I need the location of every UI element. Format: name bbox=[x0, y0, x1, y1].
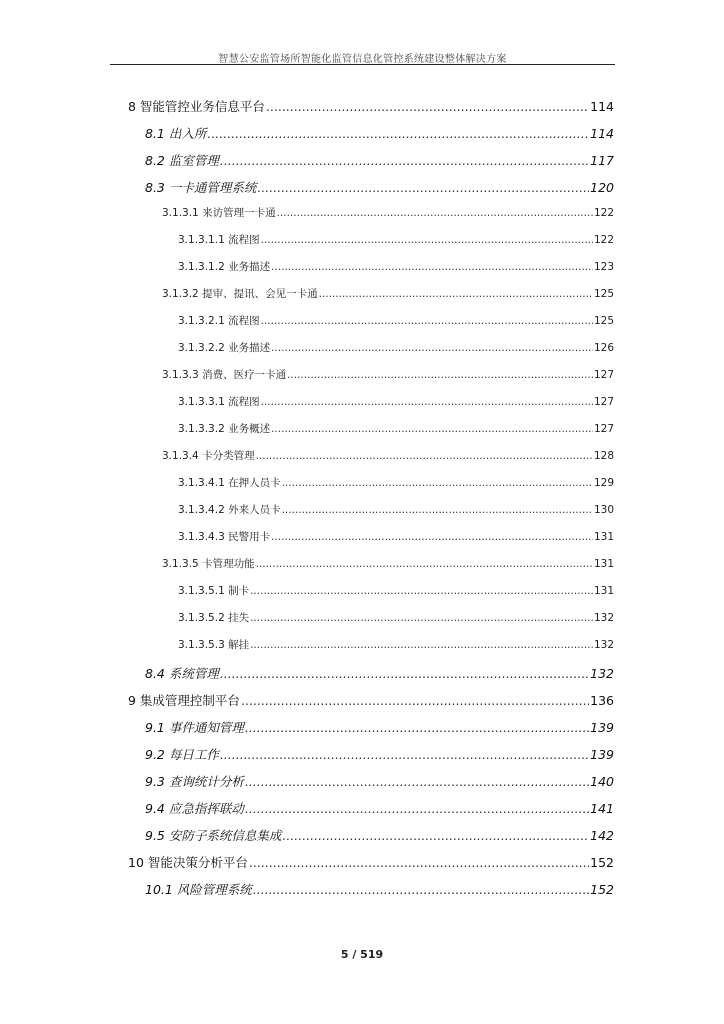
toc-entry-title: 3.1.3.5.2 挂失 bbox=[178, 612, 250, 624]
toc-entry-title: 9.2 每日工作 bbox=[145, 747, 219, 762]
toc-entry[interactable] bbox=[178, 475, 614, 490]
toc-entry-title: 3.1.3.3.1 流程图 bbox=[178, 396, 260, 408]
toc-entry-page: 130 bbox=[593, 504, 614, 516]
toc-entry-page: 139 bbox=[590, 747, 614, 762]
toc-entry-title: 9 集成管理控制平台 bbox=[128, 693, 240, 708]
toc-entry-title: 10.1 风险管理系统 bbox=[145, 882, 252, 897]
dot-leader bbox=[249, 855, 589, 870]
dot-leader bbox=[282, 504, 593, 516]
toc-entry[interactable] bbox=[145, 124, 614, 142]
toc-entry-title: 3.1.3.2.1 流程图 bbox=[178, 315, 260, 327]
toc-entry[interactable] bbox=[178, 232, 614, 247]
toc-entry-title: 3.1.3.3.2 业务概述 bbox=[178, 423, 271, 435]
toc-entry-title: 3.1.3.1.2 业务描述 bbox=[178, 261, 271, 273]
toc-entry[interactable] bbox=[128, 853, 614, 871]
toc-entry-title: 8.3 一卡通管理系统 bbox=[145, 180, 257, 195]
dot-leader bbox=[250, 612, 593, 624]
toc-entry-page: 131 bbox=[593, 558, 614, 570]
dot-leader bbox=[282, 477, 593, 489]
toc-entry-page: 125 bbox=[593, 315, 614, 327]
toc-entry-page: 127 bbox=[593, 396, 614, 408]
toc-entry[interactable] bbox=[145, 826, 614, 844]
dot-leader bbox=[261, 315, 593, 327]
toc-entry[interactable] bbox=[162, 556, 614, 571]
toc-entry-title: 3.1.3.4.2 外来人员卡 bbox=[178, 504, 281, 516]
toc-entry-page: 114 bbox=[590, 126, 614, 141]
dot-leader bbox=[266, 99, 589, 114]
toc-entry[interactable] bbox=[145, 745, 614, 763]
dot-leader bbox=[261, 396, 593, 408]
toc-entry-title: 8.4 系统管理 bbox=[145, 666, 219, 681]
toc-entry[interactable] bbox=[162, 286, 614, 301]
toc-entry[interactable] bbox=[178, 583, 614, 598]
toc-entry-page: 126 bbox=[593, 342, 614, 354]
dot-leader bbox=[207, 126, 589, 141]
toc-entry[interactable] bbox=[178, 610, 614, 625]
toc-entry-title: 3.1.3.1.1 流程图 bbox=[178, 234, 260, 246]
dot-leader bbox=[220, 747, 589, 762]
dot-leader bbox=[282, 828, 589, 843]
toc-entry-page: 117 bbox=[590, 153, 614, 168]
toc-entry-page: 152 bbox=[590, 882, 614, 897]
toc-entry-page: 141 bbox=[590, 801, 614, 816]
dot-leader bbox=[220, 153, 589, 168]
toc-entry[interactable] bbox=[162, 205, 614, 220]
toc-entry-title: 3.1.3.3 消费、医疗一卡通 bbox=[162, 369, 287, 381]
toc-entry[interactable] bbox=[178, 313, 614, 328]
dot-leader bbox=[245, 801, 589, 816]
toc-entry-title: 8.2 监室管理 bbox=[145, 153, 219, 168]
dot-leader bbox=[256, 558, 593, 570]
toc-entry-page: 123 bbox=[593, 261, 614, 273]
toc-entry-page: 136 bbox=[590, 693, 614, 708]
toc-entry-page: 131 bbox=[593, 531, 614, 543]
toc-entry[interactable] bbox=[178, 340, 614, 355]
dot-leader bbox=[241, 693, 589, 708]
header-divider bbox=[110, 64, 615, 65]
toc-entry[interactable] bbox=[162, 367, 614, 382]
toc-entry-title: 9.1 事件通知管理 bbox=[145, 720, 244, 735]
toc-entry-page: 114 bbox=[590, 99, 614, 114]
dot-leader bbox=[271, 423, 593, 435]
toc-entry[interactable] bbox=[145, 799, 614, 817]
toc-entry[interactable] bbox=[178, 502, 614, 517]
toc-entry-title: 3.1.3.5 卡管理功能 bbox=[162, 558, 255, 570]
toc-entry-title: 3.1.3.1 来访管理一卡通 bbox=[162, 207, 276, 219]
dot-leader bbox=[250, 585, 593, 597]
page-header: 智慧公安监管场所智能化监管信息化管控系统建设整体解决方案 bbox=[218, 54, 507, 65]
toc-entry-page: 129 bbox=[593, 477, 614, 489]
toc-entry-title: 3.1.3.5.3 解挂 bbox=[178, 639, 250, 651]
toc-entry-title: 3.1.3.4.3 民警用卡 bbox=[178, 531, 271, 543]
toc-entry-page: 122 bbox=[593, 207, 614, 219]
toc-entry-page: 131 bbox=[593, 585, 614, 597]
toc-entry-page: 127 bbox=[593, 369, 614, 381]
toc-entry[interactable] bbox=[145, 151, 614, 169]
toc-entry-page: 139 bbox=[590, 720, 614, 735]
toc-entry-page: 127 bbox=[593, 423, 614, 435]
dot-leader bbox=[261, 234, 593, 246]
toc-entry-title: 3.1.3.4 卡分类管理 bbox=[162, 450, 255, 462]
toc-entry-title: 8 智能管控业务信息平台 bbox=[128, 99, 265, 114]
toc-entry-title: 8.1 出入所 bbox=[145, 126, 207, 141]
toc-entry[interactable] bbox=[145, 718, 614, 736]
dot-leader bbox=[220, 666, 589, 681]
toc-entry-page: 140 bbox=[590, 774, 614, 789]
toc-entry-title: 3.1.3.2 提审、提讯、会见一卡通 bbox=[162, 288, 318, 300]
toc-entry-page: 122 bbox=[593, 234, 614, 246]
toc-entry[interactable] bbox=[162, 448, 614, 463]
toc-entry-title: 10 智能决策分析平台 bbox=[128, 855, 248, 870]
toc-entry-page: 142 bbox=[590, 828, 614, 843]
dot-leader bbox=[250, 639, 593, 651]
toc-entry-title: 9.3 查询统计分析 bbox=[145, 774, 244, 789]
toc-entry[interactable] bbox=[145, 178, 614, 196]
toc-entry[interactable] bbox=[178, 394, 614, 409]
dot-leader bbox=[271, 531, 593, 543]
toc-entry[interactable] bbox=[145, 664, 614, 682]
dot-leader bbox=[256, 450, 593, 462]
toc-entry[interactable] bbox=[128, 97, 614, 115]
dot-leader bbox=[257, 180, 589, 195]
dot-leader bbox=[253, 882, 589, 897]
toc-entry-title: 9.4 应急指挥联动 bbox=[145, 801, 244, 816]
toc-entry[interactable] bbox=[178, 259, 614, 274]
toc-entry[interactable] bbox=[178, 421, 614, 436]
toc-entry[interactable] bbox=[178, 529, 614, 544]
page-number: 5 / 519 bbox=[340, 948, 384, 961]
dot-leader bbox=[245, 720, 589, 735]
toc-entry-page: 120 bbox=[590, 180, 614, 195]
toc-entry-page: 128 bbox=[593, 450, 614, 462]
toc-entry-title: 3.1.3.2.2 业务描述 bbox=[178, 342, 271, 354]
toc-entry[interactable] bbox=[128, 691, 614, 709]
toc-entry-title: 3.1.3.5.1 制卡 bbox=[178, 585, 250, 597]
toc-entry-page: 152 bbox=[590, 855, 614, 870]
dot-leader bbox=[271, 261, 593, 273]
dot-leader bbox=[319, 288, 593, 300]
toc-entry-page: 125 bbox=[593, 288, 614, 300]
dot-leader bbox=[245, 774, 589, 789]
toc-entry-page: 132 bbox=[593, 612, 614, 624]
dot-leader bbox=[287, 369, 593, 381]
toc-entry[interactable] bbox=[178, 637, 614, 652]
toc-entry-page: 132 bbox=[593, 639, 614, 651]
toc-entry[interactable] bbox=[145, 772, 614, 790]
toc-entry[interactable] bbox=[145, 880, 614, 898]
toc-entry-page: 132 bbox=[590, 666, 614, 681]
toc-entry-title: 9.5 安防子系统信息集成 bbox=[145, 828, 282, 843]
dot-leader bbox=[277, 207, 593, 219]
toc-entry-title: 3.1.3.4.1 在押人员卡 bbox=[178, 477, 281, 489]
dot-leader bbox=[271, 342, 593, 354]
